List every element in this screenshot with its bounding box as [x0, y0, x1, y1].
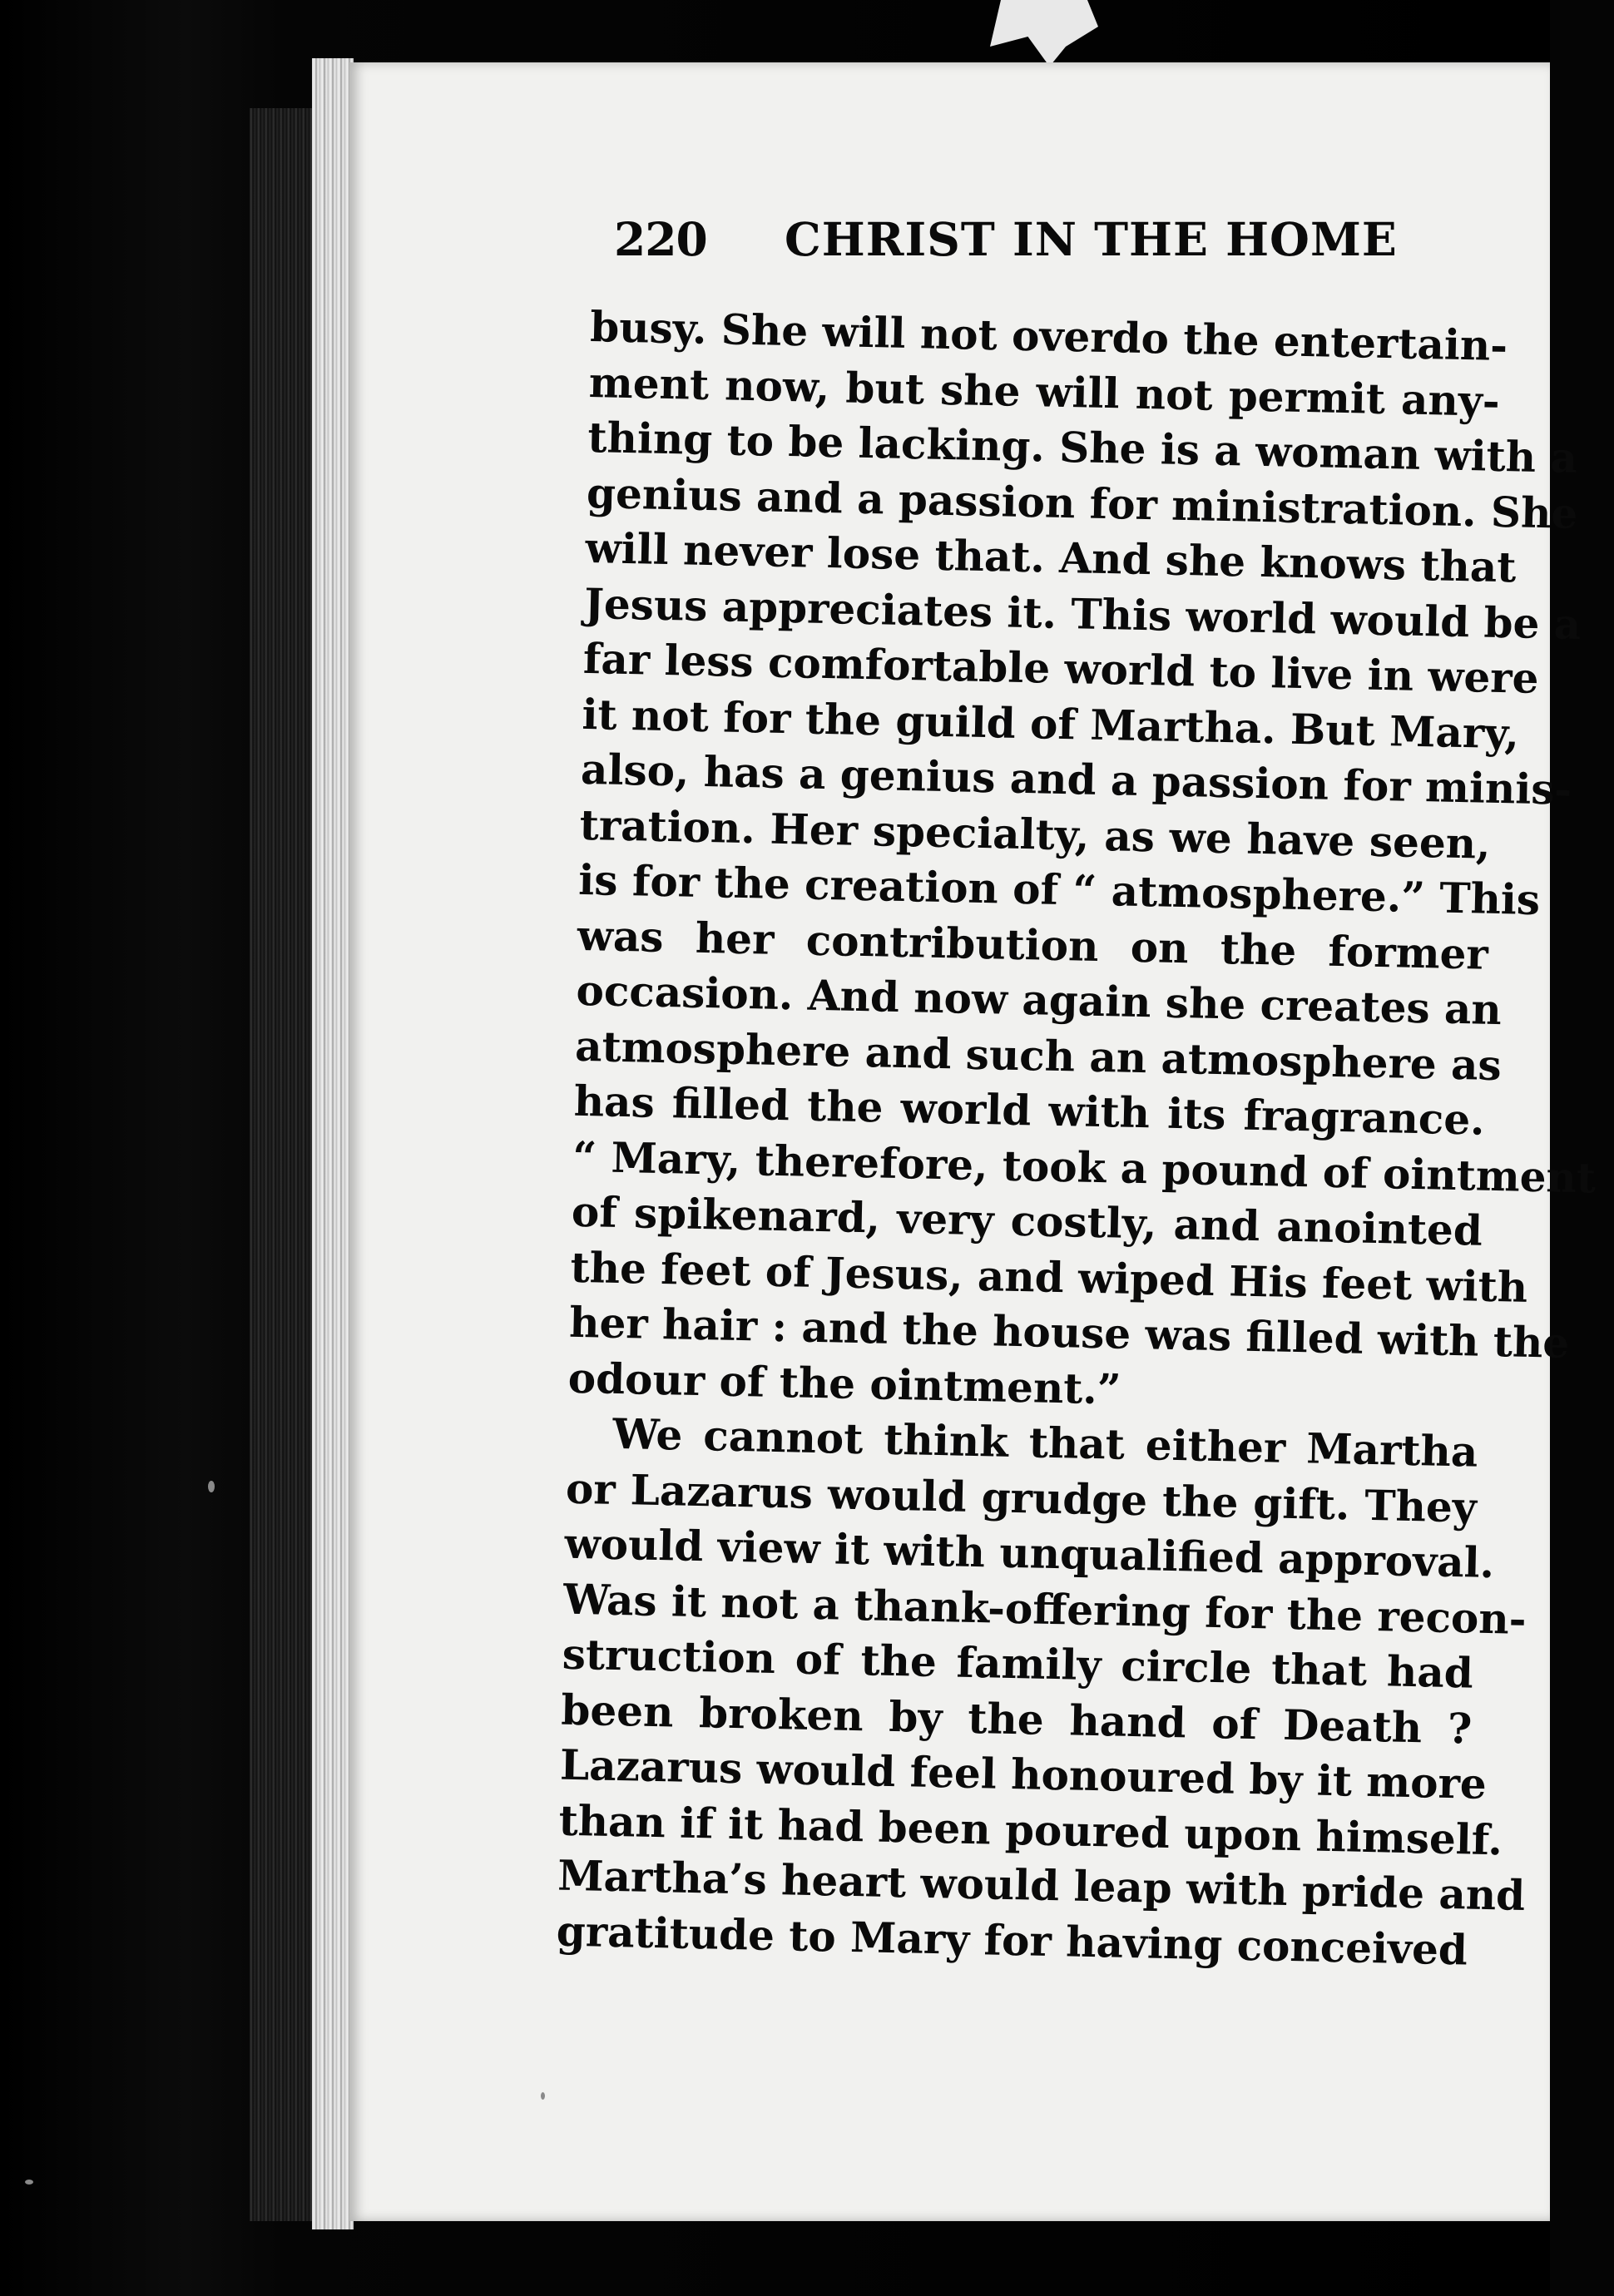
text-line: Lazarus would feel honoured by it more	[559, 1739, 1488, 1809]
page-stack-edge	[312, 58, 354, 2229]
text-line: far less comfortable world to live in were	[582, 633, 1540, 703]
text-line: Jesus appreciates it. This world would be a	[583, 578, 1582, 649]
text-line: tration. Her specialty, as we have seen,	[579, 799, 1492, 868]
text-line: atmosphere and such an atmosphere as	[574, 1021, 1503, 1090]
speck	[25, 2180, 33, 2185]
text-line: her hair : and the house was filled with the	[568, 1297, 1570, 1368]
page-number: 220	[614, 212, 707, 266]
text-line: of spikenard, very costly, and anointed	[571, 1186, 1483, 1255]
text-line: Was it not a thank-offering for the recon-	[562, 1574, 1527, 1644]
text-line: busy. She will not overdo the entertain-	[589, 301, 1508, 371]
speck	[208, 1481, 215, 1492]
body-text	[556, 299, 1597, 1977]
text-line: than if it had been poured upon himself.	[558, 1795, 1503, 1864]
text-line: “ Mary, therefore, took a pound of ointment	[572, 1131, 1597, 1203]
text-line: is for the creation of “ atmosphere.” This	[577, 854, 1541, 925]
text-line: Martha’s heart would leap with pride and	[557, 1850, 1526, 1920]
speck	[541, 2092, 545, 2100]
text-line: has filled the world with its fragrance.	[573, 1076, 1486, 1145]
text-line: genius and a passion for ministration. She	[586, 468, 1578, 538]
running-head: CHRIST IN THE HOME	[785, 212, 1398, 266]
text-line: would view it with unqualified approval.	[564, 1518, 1495, 1588]
text-line: also, has a genius and a passion for minis-	[580, 744, 1572, 814]
text-line: will never lose that. And she knows that	[585, 522, 1517, 592]
text-line: ment now, but she will not permit any-	[588, 357, 1501, 426]
book-fore-edge	[250, 108, 312, 2221]
text-line: struction of the family circle that had	[562, 1629, 1474, 1698]
text-line: odour of the ointment.”	[567, 1353, 1122, 1414]
text-line: it not for the guild of Martha. But Mary,	[581, 689, 1520, 758]
text-line: was her contribution on the former	[577, 910, 1489, 979]
text-line: or Lazarus would grudge the gift. They	[565, 1463, 1478, 1532]
text-line: thing to be lacking. She is a woman with a	[587, 412, 1578, 482]
text-line: been broken by the hand of Death ?	[560, 1685, 1473, 1754]
text-line: gratitude to Mary for having conceived	[556, 1906, 1468, 1974]
page-header	[614, 212, 1446, 270]
text-line: We cannot think that either Martha	[611, 1408, 1478, 1477]
text-line: occasion. And now again she creates an	[575, 965, 1503, 1035]
text-line: the feet of Jesus, and wiped His feet with	[570, 1242, 1528, 1312]
